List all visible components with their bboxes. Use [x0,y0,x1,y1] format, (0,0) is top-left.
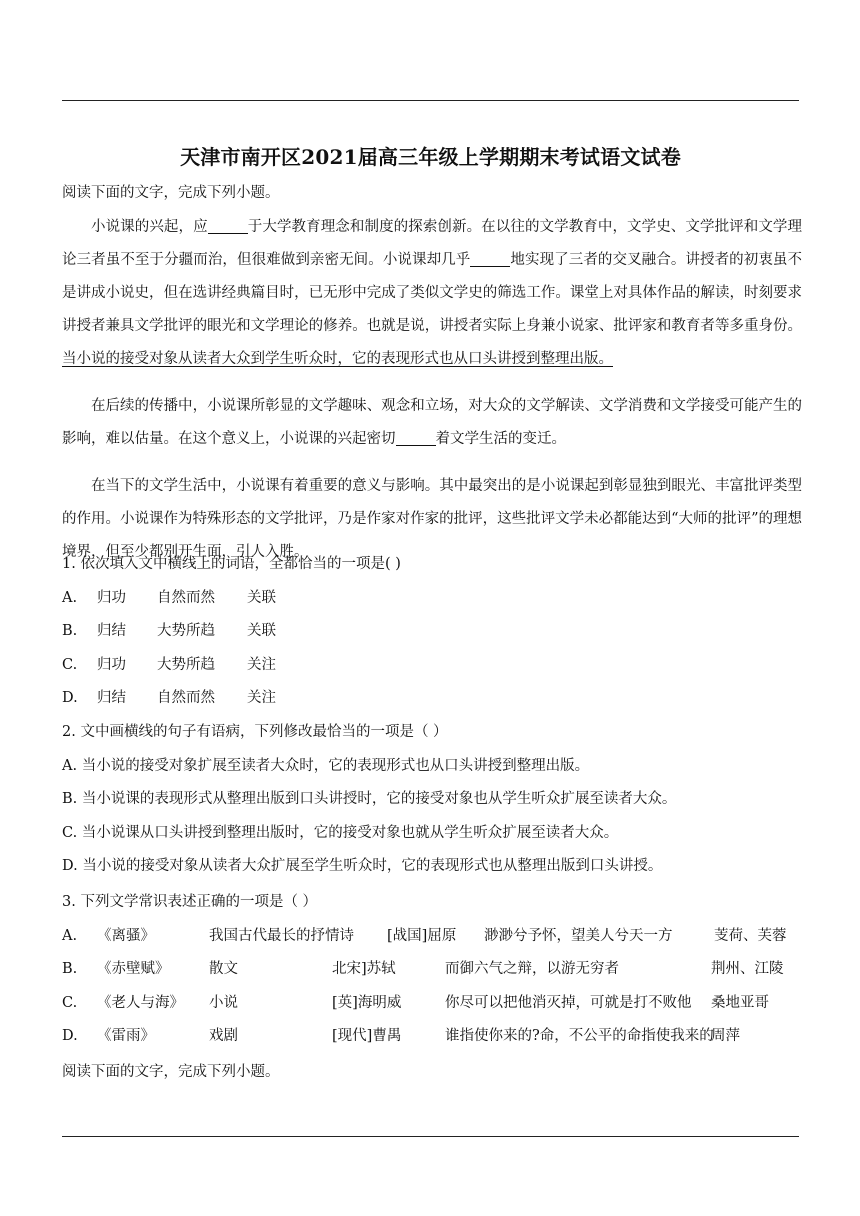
q3-option-c: C. 《老人与海》 小说 [英]海明威 你尽可以把他消灭掉，可就是打不败他 桑地亚哥 [62,994,769,1011]
question-1-stem: 1. 依次填入文中横线上的词语，全都恰当的一项是( ) [62,556,401,572]
q2-option-b: B. 当小说课的表现形式从整理出版到口头讲授时，它的接受对象也从学生听众扩展至读者大众。 [62,791,677,807]
fill-blank-2 [470,252,510,267]
question-3 [62,886,802,1054]
passage-paragraph-2: 在后续的传播中，小说课所彰显的文学趣味、观念和立场，对大众的文学解读、文学消费和文学接受可能产生的影响，难以估量。在这个意义上，小说课的兴起密切 着文学生活的变迁。 [62,398,802,447]
question-2 [62,716,802,884]
question-3-stem: 3. 下列文学常识表述正确的一项是（ ） [62,894,318,910]
fill-blank-1 [208,219,248,234]
underlined-sentence: 当小说的接受对象从读者大众到学生听众时，它的表现形式也从口头讲授到整理出版。 [62,351,613,367]
q3-option-a: A. 《离骚》 我国古代最长的抒情诗 [战国]屈原 渺渺兮予怀，望美人兮天一方 芰荷、芙蓉 [62,927,787,944]
q2-option-d: D. 当小说的接受对象从读者大众扩展至学生听众时，它的表现形式也从整理出版到口头讲授。 [62,858,663,874]
passage-paragraph-3: 在当下的文学生活中，小说课有着重要的意义与影响。其中最突出的是小说课起到彰显独到眼光、丰富批评类型的作用。小说课作为特殊形态的文学批评，乃是作家对作家的批评，这些批评文学未必都能达到“大师的批评”的理想境界，但至少都别开生面，引人入胜。 [62,478,802,560]
q3-option-d: D. 《雷雨》 戏剧 [现代]曹禺 谁指使你来的?命，不公平的命指使我来的周萍 [62,1028,740,1044]
q1-option-a: A. 归功 自然而然 关联 [62,589,276,606]
q3-option-b: B. 《赤壁赋》 散文 北宋]苏轼 而御六气之辩，以游无穷者 荆州、江陵 [62,961,784,977]
reading-instruction-2: 阅读下面的文字，完成下列小题。 [62,1064,280,1080]
q1-option-d: D. 归结 自然而然 关注 [62,690,276,706]
question-1 [62,548,802,716]
header-rule [62,100,799,101]
reading-instruction: 阅读下面的文字，完成下列小题。 [62,185,280,201]
fill-blank-3 [396,431,436,446]
question-2-stem: 2. 文中画横线的句子有语病，下列修改最恰当的一项是（ ） [62,724,448,740]
q2-option-a: A. 当小说的接受对象扩展至读者大众时，它的表现形式也从口头讲授到整理出版。 [62,757,590,774]
footer-rule [62,1136,799,1137]
passage-paragraph-1: 小说课的兴起，应 于大学教育理念和制度的探索创新。在以往的文学教育中，文学史、文学批评和文学理论三者虽不至于分疆而治，但很难做到亲密无间。小说课却几乎 地实现了三者的交叉融合。讲授者的初衷虽不是讲成小说史，但在选讲经典篇目时，已无形中完成了类似文学史的筛选工作。课堂上对具体作品的解读，时刻要求讲授者兼具文学批评的眼光和文学理论的修养。也就是说，讲授者实际上身兼小说家、批评家和教育者等多重身份。当小说的接受对象从读者大众到学生听众时，它的表现形式也从口头讲授到整理出版。 [62,219,803,367]
reading-passage [62,211,802,569]
q2-option-c: C. 当小说课从口头讲授到整理出版时，它的接受对象也就从学生听众扩展至读者大众。 [62,824,619,841]
q1-option-c: C. 归功 大势所趋 关注 [62,656,276,673]
q1-option-b: B. 归结 大势所趋 关联 [62,623,276,639]
page-title: 天津市南开区2021届高三年级上学期期末考试语文试卷 [180,145,681,169]
